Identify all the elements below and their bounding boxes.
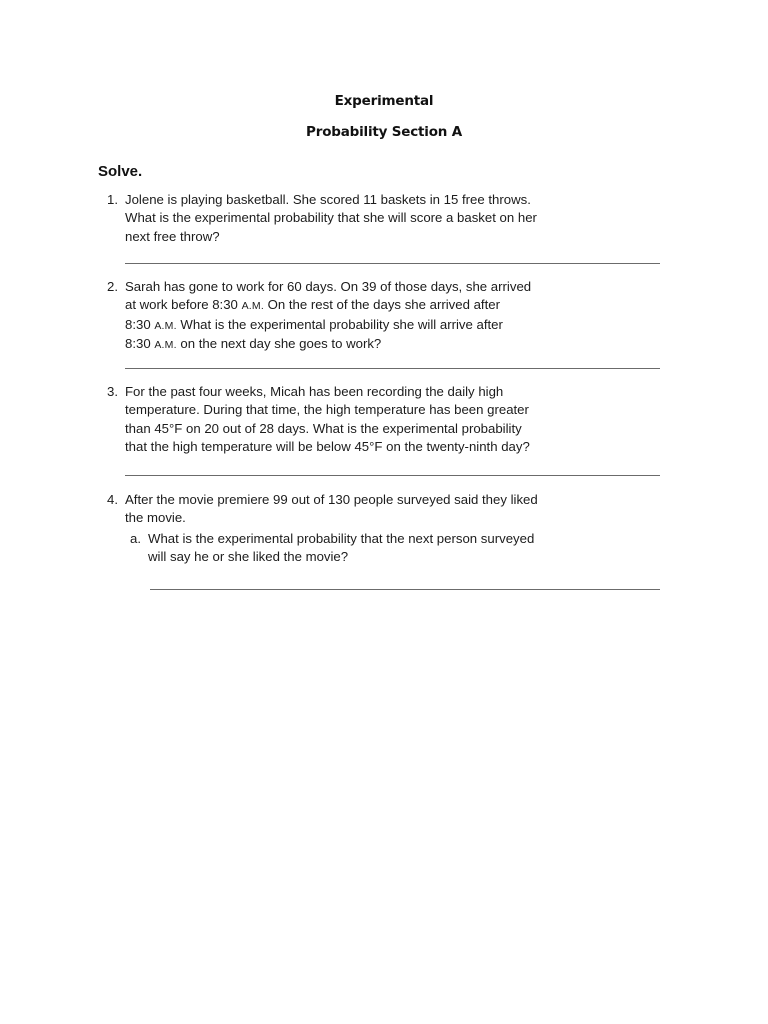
problem-line: that the high temperature will be below 45°F on the twenty-ninth day? bbox=[125, 438, 530, 454]
subpart-letter: a. bbox=[130, 531, 141, 546]
problem-number: 3. bbox=[107, 384, 118, 399]
answer-line-3[interactable] bbox=[125, 475, 660, 476]
problem-line-segment: at work before 8:30 bbox=[125, 297, 242, 313]
problem-number: 1. bbox=[107, 192, 118, 207]
time-abbreviation: A.M. bbox=[241, 300, 264, 313]
answer-line-1[interactable] bbox=[125, 263, 660, 264]
problem-line: than 45°F on 20 out of 28 days. What is the experimental probability bbox=[125, 420, 522, 436]
problem-number: 2. bbox=[107, 279, 118, 294]
problem-text bbox=[125, 191, 555, 246]
problem-line-segment: On the rest of the days she arrived after bbox=[263, 297, 500, 313]
problem-line: Jolene is playing basketball. She scored 11 baskets in 15 free throws. bbox=[125, 192, 531, 207]
problem-line: temperature. During that time, the high temperature has been greater bbox=[125, 402, 529, 418]
problem-line-segment: on the next day she goes to work? bbox=[176, 335, 382, 351]
time-abbreviation: A.M. bbox=[154, 338, 177, 351]
title-line-2: Probability Section A bbox=[306, 124, 462, 140]
time-abbreviation: A.M. bbox=[154, 319, 177, 332]
problem-line: What is the experimental probability that she will score a basket on her bbox=[125, 210, 537, 226]
instruction-label: Solve. bbox=[98, 163, 143, 180]
problem-line-segment: 8:30 bbox=[125, 316, 155, 332]
subpart-text bbox=[148, 530, 578, 567]
problem-text bbox=[125, 491, 555, 528]
problem-line bbox=[125, 296, 555, 315]
problem-text bbox=[125, 278, 555, 354]
problem-line bbox=[125, 335, 555, 354]
answer-line-4a[interactable] bbox=[150, 589, 660, 590]
title-line-1: Experimental bbox=[334, 93, 434, 109]
problem-line-segment: What is the experimental probability she will arrive after bbox=[176, 316, 503, 332]
problem-line bbox=[125, 316, 555, 335]
problem-number: 4. bbox=[107, 492, 118, 507]
problem-line-segment: 8:30 bbox=[125, 335, 155, 351]
problem-line: next free throw? bbox=[125, 228, 220, 244]
problem-line: the movie. bbox=[125, 510, 186, 526]
problem-line: Sarah has gone to work for 60 days. On 39 of those days, she arrived bbox=[125, 279, 532, 294]
problem-text bbox=[125, 383, 555, 456]
problem-line: After the movie premiere 99 out of 130 people surveyed said they liked bbox=[125, 492, 538, 507]
problem-line: For the past four weeks, Micah has been recording the daily high bbox=[125, 384, 504, 399]
answer-line-2[interactable] bbox=[125, 368, 660, 369]
problem-line: What is the experimental probability that the next person surveyed bbox=[148, 531, 535, 546]
problem-line: will say he or she liked the movie? bbox=[148, 549, 349, 565]
